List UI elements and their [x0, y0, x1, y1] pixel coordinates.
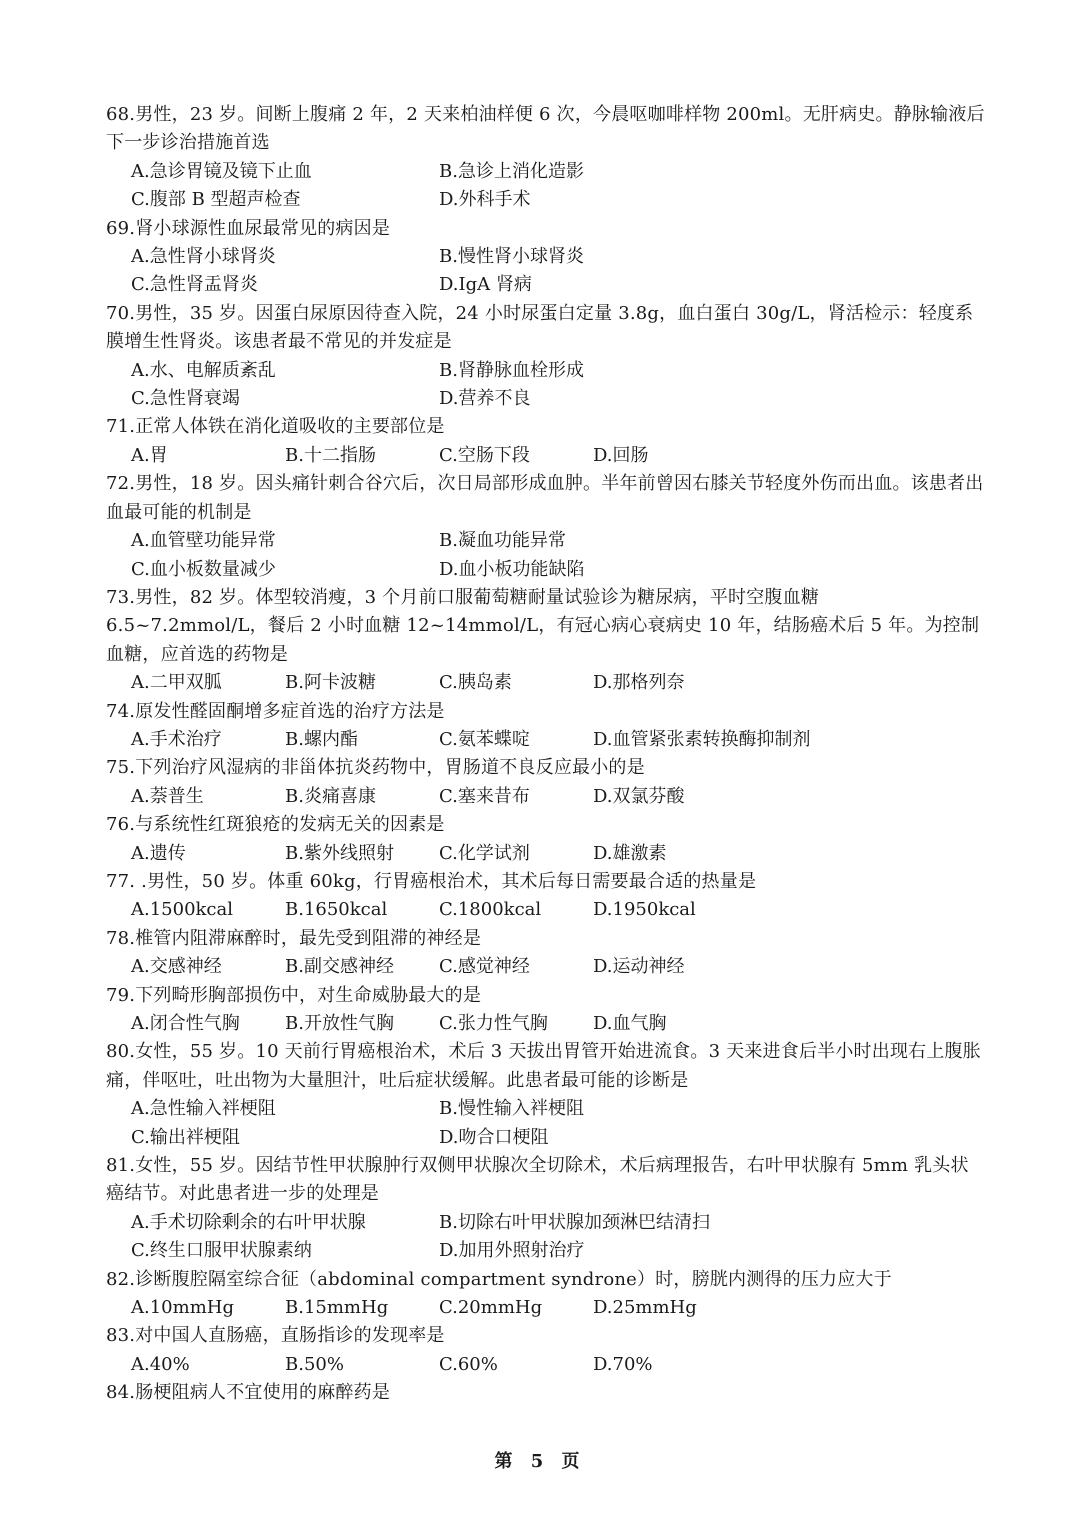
- option-c: C.腹部 B 型超声检查: [131, 189, 301, 211]
- question-75: [106, 754, 986, 811]
- option-d: D.回肠: [593, 444, 649, 466]
- page-number: 第 5 页: [494, 1451, 586, 1472]
- question-79: [106, 982, 986, 1039]
- question-72: [106, 470, 986, 584]
- option-b: B.十二指肠: [285, 444, 376, 466]
- option-a: A.10mmHg: [131, 1297, 234, 1319]
- question-70: [106, 300, 986, 414]
- question-stem: 84.肠梗阻病人不宜使用的麻醉药是: [106, 1382, 391, 1404]
- option-b: B.肾静脉血栓形成: [439, 359, 584, 381]
- option-d: D.双氯芬酸: [593, 785, 685, 807]
- question-82: [106, 1266, 986, 1323]
- question-73: [106, 584, 986, 698]
- option-a: A.水、电解质紊乱: [131, 359, 276, 381]
- option-b: B.凝血功能异常: [439, 530, 566, 552]
- question-stem: 75.下列治疗风湿病的非甾体抗炎药物中，胃肠道不良反应最小的是: [106, 757, 645, 779]
- option-b: B.1650kcal: [285, 899, 388, 921]
- option-c: C.急性肾衰竭: [131, 388, 240, 410]
- question-77: [106, 868, 986, 925]
- question-stem: 68.男性，23 岁。间断上腹痛 2 年，2 天来柏油样便 6 次，今晨呕咖啡样物 200ml。无肝病史。静脉输液后下一步诊治措施首选: [106, 104, 985, 154]
- option-b: B.慢性肾小球肾炎: [439, 246, 584, 268]
- option-b: B.螺内酯: [285, 728, 358, 750]
- option-b: B.切除右叶甲状腺加颈淋巴结清扫: [439, 1211, 710, 1233]
- options: [106, 1351, 986, 1379]
- options: [106, 783, 986, 811]
- options: [106, 1294, 986, 1322]
- options: [106, 1209, 986, 1266]
- option-c: C.空肠下段: [439, 444, 530, 466]
- option-a: A.手术切除剩余的右叶甲状腺: [131, 1211, 366, 1233]
- option-c: C.塞来昔布: [439, 785, 530, 807]
- option-c: C.20mmHg: [439, 1297, 543, 1319]
- options: [106, 1095, 986, 1152]
- option-a: A.闭合性气胸: [131, 1013, 240, 1034]
- option-a: A.40%: [131, 1353, 190, 1375]
- question-stem: 78.椎管内阻滞麻醉时，最先受到阻滞的神经是: [106, 927, 482, 949]
- option-d: D.运动神经: [593, 956, 685, 978]
- option-d: D.营养不良: [439, 388, 531, 410]
- option-c: C.氨苯蝶啶: [439, 728, 530, 750]
- option-b: B.开放性气胸: [285, 1013, 394, 1034]
- option-a: A.血管壁功能异常: [131, 530, 276, 552]
- question-68: [106, 101, 986, 215]
- option-b: B.副交感神经: [285, 956, 394, 978]
- option-b: B.50%: [285, 1353, 344, 1375]
- option-c: C.感觉神经: [439, 956, 530, 978]
- option-a: A.急性输入袢梗阻: [131, 1098, 276, 1120]
- question-81: [106, 1152, 986, 1266]
- option-d: D.血小板功能缺陷: [439, 558, 585, 580]
- option-b: B.炎痛喜康: [285, 785, 376, 807]
- option-c: C.张力性气胸: [439, 1013, 548, 1034]
- question-stem: 76.与系统性红斑狼疮的发病无关的因素是: [106, 814, 445, 836]
- question-stem: 74.原发性醛固酮增多症首选的治疗方法是: [106, 700, 445, 722]
- option-c: C.急性肾盂肾炎: [131, 274, 258, 296]
- option-c: C.输出袢梗阻: [131, 1126, 240, 1148]
- question-74: [106, 698, 986, 755]
- option-d: D.70%: [593, 1353, 653, 1375]
- option-a: A.1500kcal: [131, 899, 234, 921]
- options: [106, 953, 986, 981]
- option-d: D.雄激素: [593, 842, 667, 864]
- question-stem: 77. .男性，50 岁。体重 60kg，行胃癌根治术，其术后每日需要最合适的热量是: [106, 870, 757, 892]
- question-78: [106, 925, 986, 982]
- options: [106, 527, 986, 584]
- options: [106, 243, 986, 300]
- question-stem: 82.诊断腹腔隔室综合征（abdominal compartment syndrone）时，膀胱内测得的压力应大于: [106, 1268, 892, 1290]
- option-a: A.交感神经: [131, 956, 222, 978]
- option-d: D.血气胸: [593, 1013, 667, 1034]
- question-76: [106, 811, 986, 868]
- option-a: A.急性肾小球肾炎: [131, 246, 276, 268]
- question-stem: 71.正常人体铁在消化道吸收的主要部位是: [106, 416, 445, 438]
- option-c: C.血小板数量减少: [131, 558, 276, 580]
- question-stem: 79.下列畸形胸部损伤中，对生命威胁最大的是: [106, 984, 482, 1006]
- option-d: D.血管紧张素转换酶抑制剂: [593, 728, 811, 750]
- options: [106, 726, 986, 754]
- option-d: D.1950kcal: [593, 899, 696, 921]
- question-stem: 83.对中国人直肠癌，直肠指诊的发现率是: [106, 1325, 445, 1347]
- option-c: C.60%: [439, 1353, 498, 1375]
- option-c: C.1800kcal: [439, 899, 542, 921]
- option-d: D.吻合口梗阻: [439, 1126, 549, 1148]
- question-stem: 72.男性，18 岁。因头痛针刺合谷穴后，次日局部形成血肿。半年前曾因右膝关节轻度外伤而出血。该患者出血最可能的机制是: [106, 473, 984, 523]
- option-a: A.急诊胃镜及镜下止血: [131, 160, 312, 182]
- question-stem: 80.女性，55 岁。10 天前行胃癌根治术，术后 3 天拔出胃管开始进流食。3 天来进食后半小时出现右上腹胀痛，伴呕吐，吐出物为大量胆汁，吐后症状缓解。此患者最可能的诊断是: [106, 1041, 981, 1091]
- option-d: D.25mmHg: [593, 1297, 697, 1319]
- option-b: B.慢性输入袢梗阻: [439, 1098, 584, 1120]
- option-c: C.终生口服甲状腺素纳: [131, 1240, 312, 1262]
- option-a: A.手术治疗: [131, 728, 222, 750]
- question-84: [106, 1379, 986, 1407]
- option-c: C.化学试剂: [439, 842, 530, 864]
- question-stem: 73.男性，82 岁。体型较消瘦，3 个月前口服葡萄糖耐量试验诊为糖尿病，平时空腹血糖 6.5~7.2mmol/L，餐后 2 小时血糖 12~14mmol/L，有冠心病心衰病史 10 年，结肠癌术后 5 年。为控制血糖，应首选的药物是: [106, 586, 980, 665]
- question-80: [106, 1038, 986, 1152]
- question-83: [106, 1322, 986, 1379]
- option-b: B.紫外线照射: [285, 842, 394, 864]
- question-71: [106, 413, 986, 470]
- question-list: [106, 101, 986, 1408]
- options: [106, 896, 986, 924]
- option-d: D.加用外照射治疗: [439, 1240, 585, 1262]
- option-d: D.那格列奈: [593, 672, 685, 694]
- options: [106, 442, 986, 470]
- option-a: A.胃: [131, 444, 168, 466]
- option-b: B.15mmHg: [285, 1297, 389, 1319]
- options: [106, 840, 986, 868]
- option-b: B.阿卡波糖: [285, 672, 376, 694]
- option-d: D.外科手术: [439, 189, 531, 211]
- option-a: A.二甲双胍: [131, 672, 222, 694]
- option-d: D.IgA 肾病: [439, 274, 532, 296]
- question-69: [106, 215, 986, 300]
- option-a: A.萘普生: [131, 785, 204, 807]
- question-stem: 81.女性，55 岁。因结节性甲状腺肿行双侧甲状腺次全切除术，术后病理报告，右叶甲状腺有 5mm 乳头状癌结节。对此患者进一步的处理是: [106, 1155, 969, 1205]
- options: [106, 669, 986, 697]
- option-a: A.遗传: [131, 842, 186, 864]
- options: [106, 1010, 986, 1038]
- options: [106, 158, 986, 215]
- option-c: C.胰岛素: [439, 672, 512, 694]
- question-stem: 69.肾小球源性血尿最常见的病因是: [106, 217, 391, 239]
- options: [106, 357, 986, 414]
- question-stem: 70.男性，35 岁。因蛋白尿原因待查入院，24 小时尿蛋白定量 3.8g，血白蛋白 30g/L，肾活检示：轻度系膜增生性肾炎。该患者最不常见的并发症是: [106, 302, 974, 353]
- option-b: B.急诊上消化造影: [439, 160, 584, 182]
